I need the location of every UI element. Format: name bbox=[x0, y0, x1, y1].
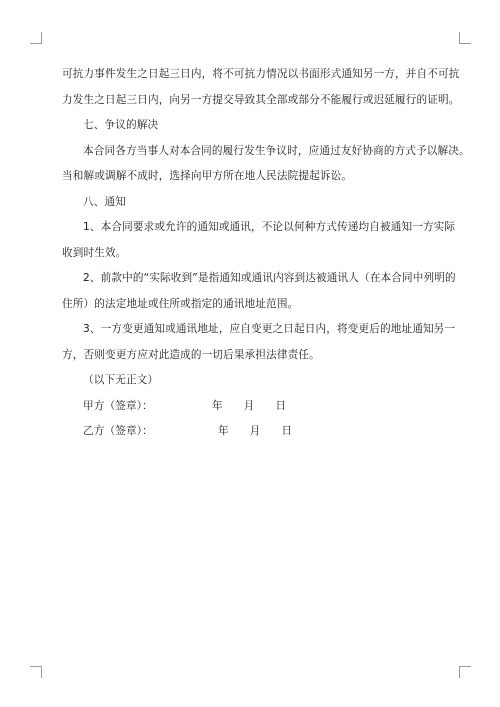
text-line: 住所）的法定地址或住所或指定的通讯地址范围。 bbox=[62, 297, 299, 310]
text-line: 收到时生效。 bbox=[62, 246, 127, 259]
date-day: 日 bbox=[281, 425, 293, 437]
section-heading-notice: 八、通知 bbox=[83, 195, 126, 208]
crop-mark-bottom-right bbox=[459, 666, 471, 678]
text-line: 1、本合同要求或允许的通知或通讯，不论以何种方式传递均自被通知一方实际 bbox=[83, 221, 456, 233]
party-a-label: 甲方（签章）： bbox=[83, 399, 153, 412]
text-line: 本合同各方当事人对本合同的履行发生争议时，应通过友好协商的方式予以解决。 bbox=[83, 144, 470, 157]
signature-line-party-a bbox=[62, 394, 447, 420]
crop-mark-top-left bbox=[30, 32, 42, 44]
signature-line-party-b bbox=[62, 419, 447, 445]
crop-mark-top-right bbox=[459, 32, 471, 44]
date-day: 日 bbox=[275, 399, 287, 412]
section-heading-dispute: 七、争议的解决 bbox=[83, 119, 159, 131]
text-line: 2、前款中的“实际收到”是指通知或通讯内容到达被通讯人（在本合同中列明的 bbox=[83, 272, 456, 284]
crop-mark-bottom-left bbox=[30, 666, 42, 678]
date-year: 年 bbox=[212, 399, 223, 412]
date-year: 年 bbox=[218, 425, 229, 437]
party-b-label: 乙方（签章）： bbox=[83, 425, 153, 437]
end-note: （以下无正文） bbox=[83, 374, 159, 386]
text-line: 方，否则变更方应对此造成的一切后果承担法律责任。 bbox=[62, 348, 320, 361]
text-line: 当和解或调解不成时，选择向甲方所在地人民法院提起诉讼。 bbox=[62, 170, 353, 182]
text-line: 力发生之日起三日内，向另一方提交导致其全部或部分不能履行或迟延履行的证明。 bbox=[62, 93, 460, 106]
text-line: 可抗力事件发生之日起三日内，将不可抗力情况以书面形式通知另一方，并自不可抗 bbox=[62, 68, 460, 80]
date-month: 月 bbox=[249, 425, 261, 437]
date-month: 月 bbox=[243, 399, 255, 412]
document-body bbox=[62, 62, 470, 445]
text-line: 3、一方变更通知或通讯地址，应自变更之日起日内，将变更后的地址通知另一 bbox=[83, 323, 456, 335]
